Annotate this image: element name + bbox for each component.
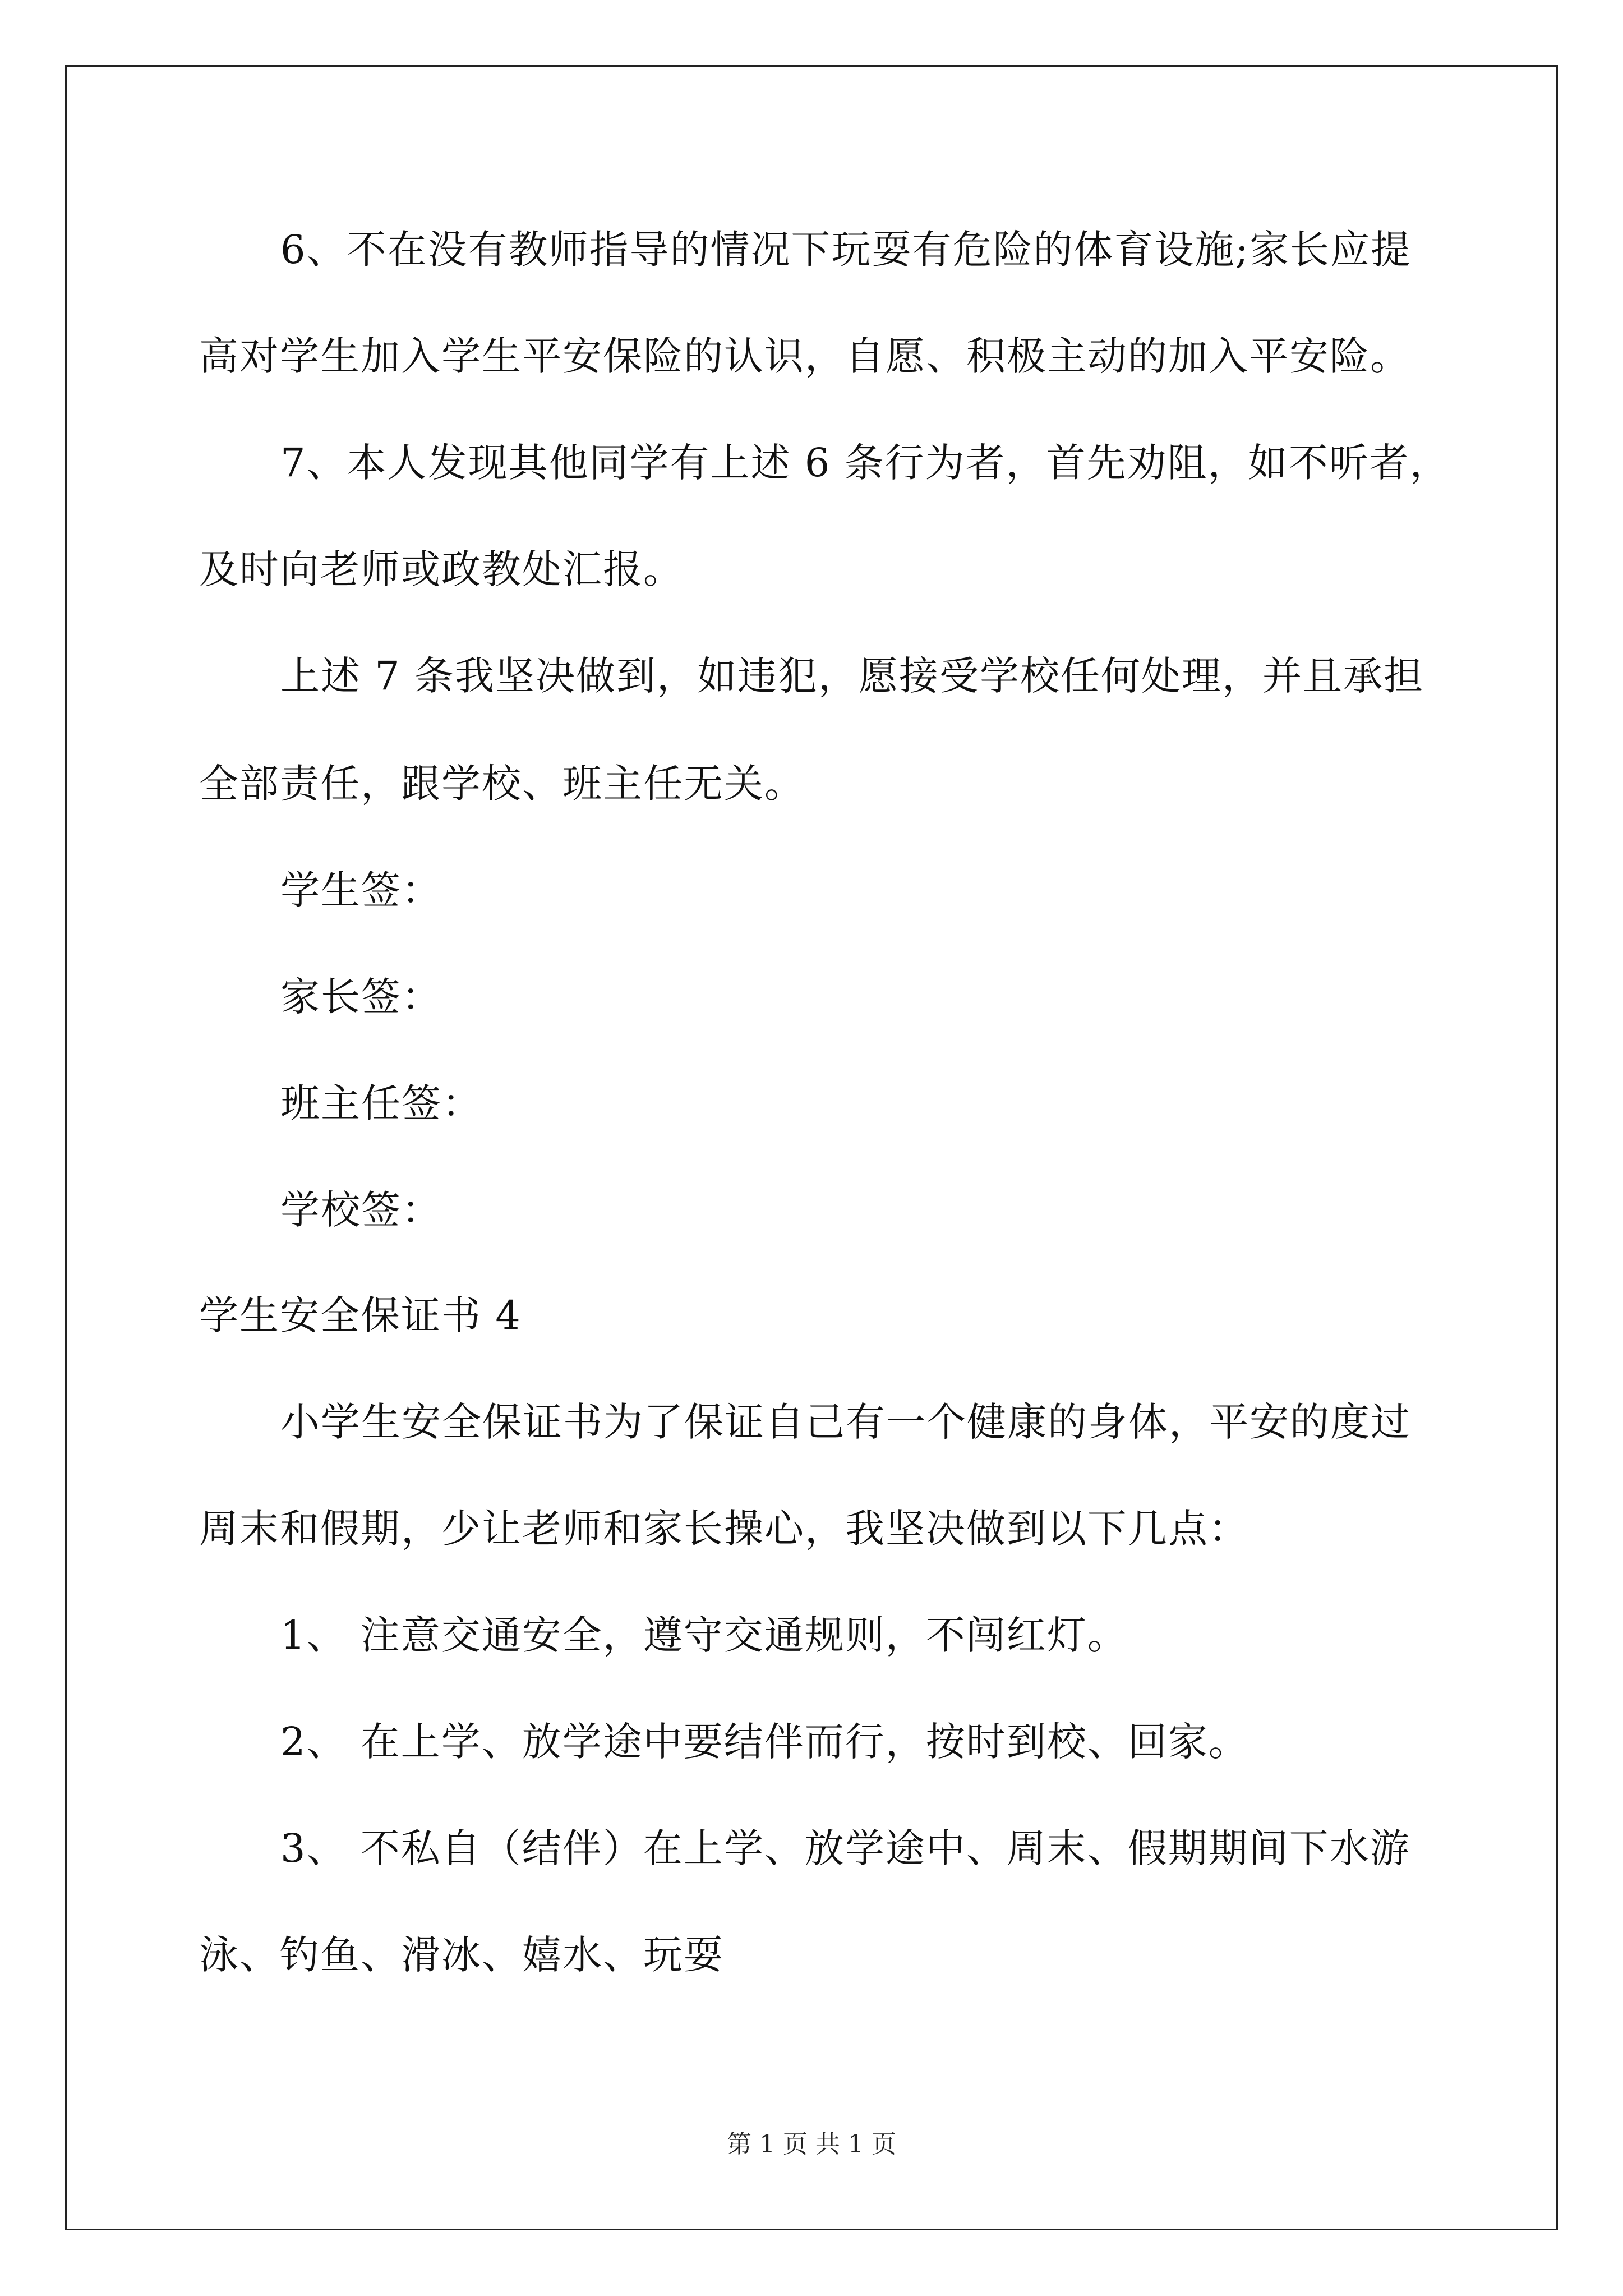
paragraph-line: 泳、钓鱼、滑冰、嬉水、玩耍 <box>199 1932 724 1978</box>
list-item: 2、 在上学、放学途中要结伴而行，按时到校、回家。 <box>280 1719 1249 1765</box>
paragraph-line: 及时向老师或政教处汇报。 <box>199 546 684 592</box>
paragraph-line: 全部责任，跟学校、班主任无关。 <box>199 761 805 807</box>
list-item: 1、 注意交通安全，遵守交通规则，不闯红灯。 <box>280 1612 1128 1658</box>
paragraph-line: 7、本人发现其他同学有上述 6 条行为者，首先劝阻，如不听者， <box>280 440 1450 486</box>
paragraph-line: 小学生安全保证书为了保证自己有一个健康的身体，平安的度过 <box>280 1399 1411 1445</box>
paragraph-line: 6、不在没有教师指导的情况下玩耍有危险的体育设施;家长应提 <box>280 227 1412 273</box>
page-border <box>65 65 1558 2230</box>
signature-student-label: 学生签： <box>280 867 442 913</box>
signature-parent-label: 家长签： <box>280 974 442 1020</box>
paragraph-line: 高对学生加入学生平安保险的认识，自愿、积极主动的加入平安险。 <box>199 333 1410 379</box>
paragraph-line: 上述 7 条我坚决做到，如违犯，愿接受学校任何处理，并且承担 <box>280 653 1424 699</box>
list-item: 3、 不私自（结伴）在上学、放学途中、周末、假期期间下水游 <box>280 1825 1410 1871</box>
page-footer: 第 1 页 共 1 页 <box>727 2130 896 2159</box>
section-heading: 学生安全保证书 4 <box>199 1292 522 1338</box>
signature-teacher-label: 班主任签： <box>280 1080 482 1126</box>
paragraph-line: 周末和假期，少让老师和家长操心，我坚决做到以下几点： <box>199 1506 1249 1552</box>
signature-school-label: 学校签： <box>280 1187 442 1233</box>
